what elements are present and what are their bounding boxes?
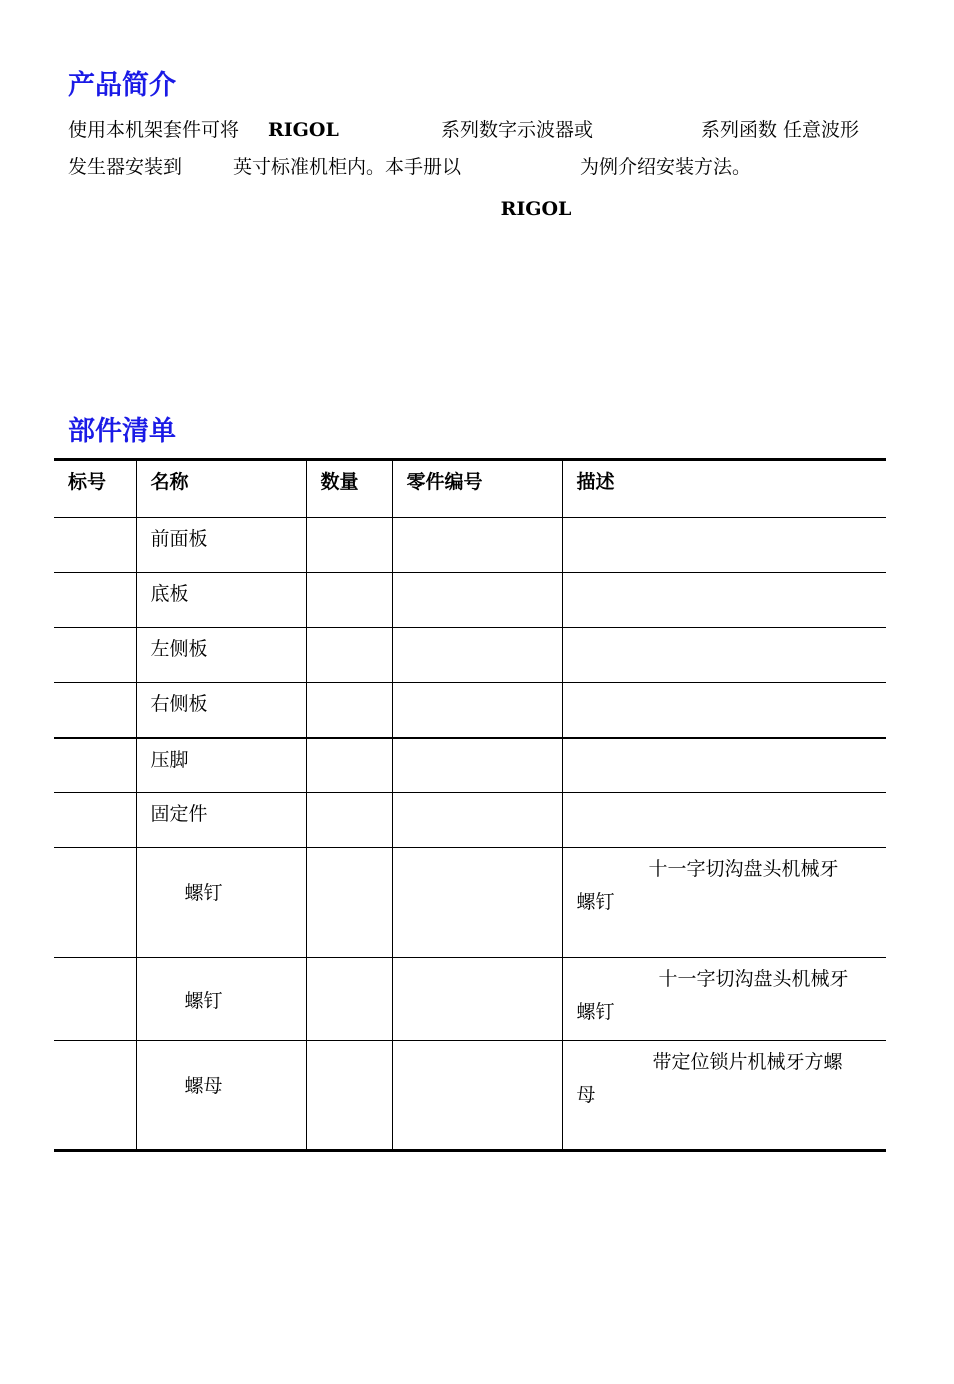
brand-caption: RIGOL — [500, 198, 572, 220]
cell-description — [562, 848, 886, 958]
table-header-row — [54, 460, 886, 518]
intro-text-e: 英寸标准机柜内。本手册以 — [233, 156, 462, 178]
cell-quantity — [306, 738, 392, 793]
cell-name: 固定件 — [136, 793, 306, 848]
description-line-1: 十一字切沟盘头机械牙 — [648, 858, 839, 880]
cell-quantity — [306, 848, 392, 958]
cell-quantity — [306, 518, 392, 573]
parts-table — [54, 458, 886, 1152]
cell-name: 螺母 — [136, 1041, 306, 1151]
cell-description — [562, 958, 886, 1041]
intro-text-f: 为例介绍安装方法。 — [580, 156, 752, 178]
cell-name: 左侧板 — [136, 628, 306, 683]
cell-description — [562, 793, 886, 848]
cell-quantity — [306, 793, 392, 848]
cell-description — [562, 573, 886, 628]
cell-quantity — [306, 628, 392, 683]
cell-index — [54, 793, 136, 848]
cell-quantity — [306, 573, 392, 628]
column-header-name: 名称 — [136, 460, 306, 518]
description-line-1: 十一字切沟盘头机械牙 — [658, 968, 849, 990]
cell-description — [562, 683, 886, 738]
cell-index — [54, 958, 136, 1041]
intro-heading: 产品简介 — [68, 70, 176, 101]
cell-description — [562, 518, 886, 573]
cell-name: 螺钉 — [136, 848, 306, 958]
description-line-2: 螺钉 — [576, 891, 615, 913]
column-header-description: 描述 — [562, 460, 886, 518]
cell-index — [54, 1041, 136, 1151]
cell-description — [562, 1041, 886, 1151]
table-row — [54, 1041, 886, 1151]
cell-part-number — [392, 738, 562, 793]
table-row — [54, 958, 886, 1041]
table-row — [54, 518, 886, 573]
cell-quantity — [306, 1041, 392, 1151]
cell-part-number — [392, 573, 562, 628]
cell-part-number — [392, 518, 562, 573]
cell-index — [54, 848, 136, 958]
column-header-index: 标号 — [54, 460, 136, 518]
cell-quantity — [306, 958, 392, 1041]
table-row — [54, 628, 886, 683]
cell-index — [54, 683, 136, 738]
cell-name: 螺钉 — [136, 958, 306, 1041]
cell-index — [54, 518, 136, 573]
cell-part-number — [392, 958, 562, 1041]
cell-part-number — [392, 793, 562, 848]
table-row — [54, 573, 886, 628]
intro-text-d: 发生器安装到 — [68, 156, 183, 178]
cell-index — [54, 573, 136, 628]
intro-paragraph-line-1 — [68, 121, 888, 143]
cell-name: 底板 — [136, 573, 306, 628]
cell-part-number — [392, 1041, 562, 1151]
cell-name: 前面板 — [136, 518, 306, 573]
cell-part-number — [392, 628, 562, 683]
description-line-1: 带定位锁片机械牙方螺 — [652, 1051, 843, 1073]
cell-description — [562, 738, 886, 793]
cell-name: 右侧板 — [136, 683, 306, 738]
description-line-2: 螺钉 — [576, 1001, 615, 1023]
table-row — [54, 848, 886, 958]
column-header-part-number: 零件编号 — [392, 460, 562, 518]
table-row — [54, 738, 886, 793]
cell-part-number — [392, 683, 562, 738]
intro-text-c: 系列函数 任意波形 — [701, 119, 860, 141]
cell-index — [54, 628, 136, 683]
cell-name: 压脚 — [136, 738, 306, 793]
cell-index — [54, 738, 136, 793]
cell-part-number — [392, 848, 562, 958]
table-row — [54, 793, 886, 848]
brand-name: RIGOL — [268, 119, 339, 141]
cell-description — [562, 628, 886, 683]
parts-heading: 部件清单 — [68, 416, 176, 447]
intro-paragraph-line-2 — [68, 158, 888, 180]
column-header-quantity: 数量 — [306, 460, 392, 518]
intro-text-b: 系列数字示波器或 — [441, 119, 594, 141]
intro-text-a: 使用本机架套件可将 — [68, 119, 240, 141]
table-row — [54, 683, 886, 738]
description-line-2: 母 — [576, 1084, 596, 1106]
cell-quantity — [306, 683, 392, 738]
